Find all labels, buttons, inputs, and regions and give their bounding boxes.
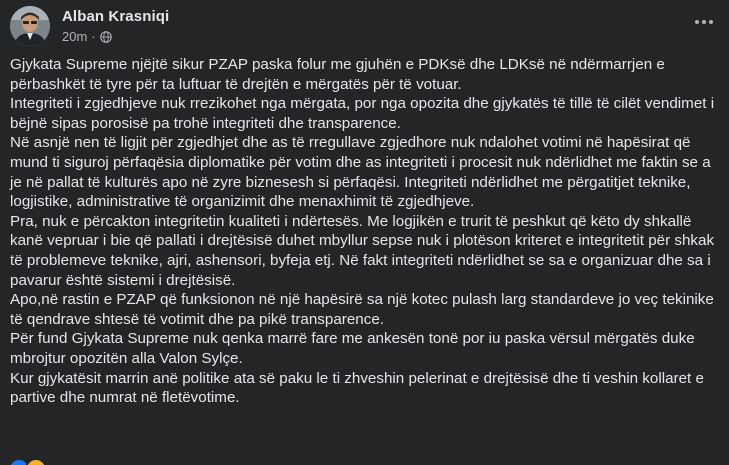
post-paragraph: Për fund Gjykata Supreme nuk qenka marrë fare me ankesën tonë por iu paska vërsul mërgatës duke mbrojtur opozitën alla Valon Sylçe. <box>10 330 695 367</box>
post-meta <box>62 29 112 44</box>
author-avatar[interactable] <box>10 6 50 46</box>
post-paragraph: Në asnjë nen të ligjit për zgjedhjet dhe as të rregullave zgjedhore nuk ndalohet votimi në hapësirat që mund ti siguroj përfaqësia diplomatike për votim dhe as integriteti i procesit nuk ndërlidhet me faktin se a je në pallat të kulturës apo në zyre biznesesh si përfaqësi. Integriteti ndërlidhet me përgatitjet teknike, logjistike, administrative të organizimit dhe menaxhimit të zgjedhjeve. <box>10 134 711 211</box>
post-paragraph: Kur gjykatësit marrin anë politike ata së paku le ti zhveshin pelerinat e drejtësisë dhe ti veshin kollaret e partive dhe numrat në fletëvotime. <box>10 369 704 407</box>
more-options-icon[interactable] <box>689 10 719 34</box>
meta-separator: · <box>91 29 96 44</box>
reactions-summary[interactable] <box>8 458 42 465</box>
author-name[interactable]: Alban Krasniqi <box>62 8 170 25</box>
haha-icon <box>25 458 47 465</box>
globe-icon[interactable] <box>100 31 112 43</box>
post-paragraph: Gjykata Supreme njëjtë sikur PZAP paska folur me gjuhën e PDKsë dhe LDKsë në ndërmarrjen e përbashkët të tyre për ta luftuar të drejtën e mërgatës për të votuar. <box>10 56 665 93</box>
post-paragraph: Integriteti i zgjedhjeve nuk rrezikohet nga mërgata, por nga opozita dhe gjykatës të tillë të cilët vendimet i bëjnë sipas porosisë pa trohë integriteti dhe transparence. <box>10 95 715 132</box>
avatar-photo <box>10 6 50 46</box>
post-header <box>10 6 719 46</box>
post-paragraph: Apo,në rastin e PZAP që funksionon në një hapësirë sa një kotec pulash larg standardeve jo veç tekinike të qendrave shtesë të votimit dhe pa pikë transparence. <box>10 291 714 328</box>
post-paragraph: Pra, nuk e përcakton integritetin kualiteti i ndërtesës. Me logjikën e trurit të peshkut që këto dy shkallë kanë vepruar i bie që pallati i drejtësisë duhet mbyllur sepse nuk i plotëson kriteret e integritetit për shkak të problemeve teknike, ajri, ashensori, byfeja etj. Në fakt integriteti ndërlidhet se sa e organizuar dhe sa i pavarur është sistemi i drejtësisë. <box>10 212 715 289</box>
post-text <box>10 55 722 408</box>
post-time[interactable]: 20m <box>62 29 88 44</box>
